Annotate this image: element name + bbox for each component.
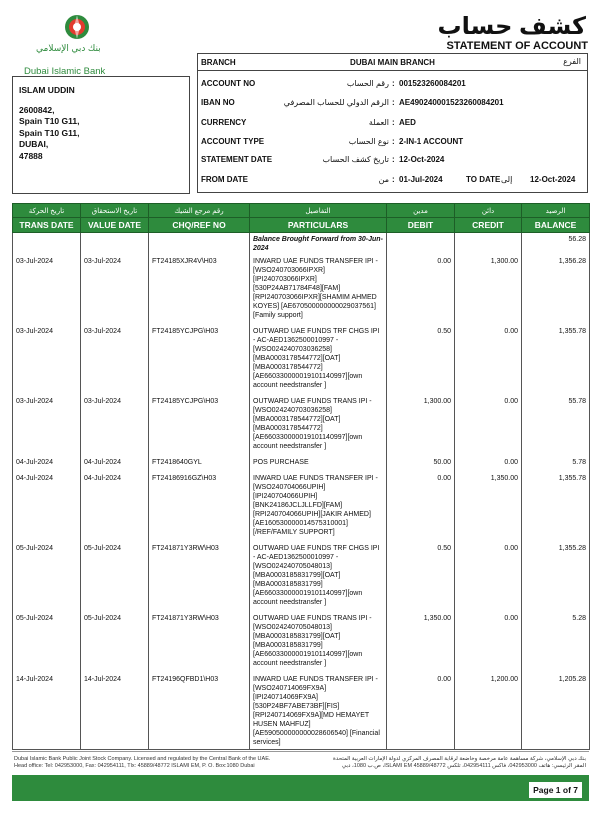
separator: : xyxy=(392,175,395,184)
account-no-value: 001523260084201 xyxy=(399,79,466,88)
bank-name-arabic: بنك دبي الإسلامي xyxy=(36,43,101,53)
value-date-cell: 14-Jul-2024 xyxy=(81,673,149,750)
footer-arabic xyxy=(333,756,586,770)
value-date-cell: 04-Jul-2024 xyxy=(81,472,149,542)
table-header-arabic xyxy=(13,204,590,218)
to-date-label: TO DATE xyxy=(466,175,501,184)
ref-no-cell: FT2418640GYL xyxy=(149,456,250,472)
table-row xyxy=(13,325,590,395)
particulars-cell: OUTWARD UAE FUNDS TRF CHGS IPI - AC-AED1362500010997 - [WSO024240703036258] [MBA0003178544772][OAT] [MBA0003178544772] [AE660330000019101140997][own account needstransfer ] xyxy=(250,325,387,395)
credit-cell: 0.00 xyxy=(455,612,522,673)
column-header-particulars: PARTICULARS xyxy=(250,218,387,233)
column-header-arabic: دائن xyxy=(455,204,522,218)
statement-title-arabic: كشف حساب xyxy=(437,13,586,40)
footer-english xyxy=(14,756,270,770)
transactions-table xyxy=(12,203,590,750)
column-header-credit: CREDIT xyxy=(455,218,522,233)
to-date-value: 12-Oct-2024 xyxy=(530,175,576,184)
ref-no-cell: FT24186916GZ\H03 xyxy=(149,472,250,542)
address-line: 47888 xyxy=(19,150,43,161)
balance-cell: 5.78 xyxy=(522,456,590,472)
currency-label-arabic: العملة xyxy=(368,118,389,127)
column-header-value-date: VALUE DATE xyxy=(81,218,149,233)
account-no-label-arabic: رقم الحساب xyxy=(346,79,389,88)
footer-line: Head office: Tel: 042953000, Fax: 042954111, Tlx: 45889/48772 ISLAMI EM, P. O. Box:1080 Dubai xyxy=(14,763,255,769)
value-date-cell: 05-Jul-2024 xyxy=(81,542,149,612)
footer-line: Dubai Islamic Bank Public Joint Stock Company. Licensed and regulated by the Central Bank of the UAE. xyxy=(14,756,271,762)
iban-row xyxy=(198,98,587,112)
particulars-cell: INWARD UAE FUNDS TRANSFER IPI - [WSO240704066UPIH] [IPI240704066UPIH] [BNK24186JCLJLLFD][FAM] [RPI240704066UPIH][JAKIR AHMED] [AE160530000014575310001] [/REF/FAMILY SUPPORT] xyxy=(250,472,387,542)
footer-divider xyxy=(12,751,589,752)
separator: : xyxy=(392,137,395,146)
particulars-cell: POS PURCHASE xyxy=(250,456,387,472)
trans-date-cell: 05-Jul-2024 xyxy=(13,612,81,673)
table-row xyxy=(13,456,590,472)
statement-title: STATEMENT OF ACCOUNT xyxy=(446,40,588,52)
branch-label-arabic: الفرع xyxy=(563,57,581,66)
account-type-row xyxy=(198,137,587,151)
account-no-row xyxy=(198,79,587,93)
address-line: Spain T10 G11, xyxy=(19,127,80,138)
credit-cell: 0.00 xyxy=(455,395,522,456)
column-header-arabic: الرصيد xyxy=(522,204,590,218)
footer-bar xyxy=(12,775,589,801)
balance-cell: 55.78 xyxy=(522,395,590,456)
table-row xyxy=(13,255,590,325)
from-date-value: 01-Jul-2024 xyxy=(399,175,443,184)
credit-cell: 1,350.00 xyxy=(455,472,522,542)
trans-date-cell: 05-Jul-2024 xyxy=(13,542,81,612)
currency-row xyxy=(198,118,587,132)
ref-no-cell: FT241871Y3RW\H03 xyxy=(149,542,250,612)
credit-cell: 0.00 xyxy=(455,456,522,472)
statement-date-row xyxy=(198,155,587,169)
brought-forward-text: Balance Brought Forward from 30-Jun-2024 xyxy=(250,233,387,256)
separator: : xyxy=(392,118,395,127)
balance-cell: 5.28 xyxy=(522,612,590,673)
balance-cell: 1,355.78 xyxy=(522,325,590,395)
column-header-balance: BALANCE xyxy=(522,218,590,233)
debit-cell: 0.50 xyxy=(387,542,455,612)
customer-address-box xyxy=(12,76,190,194)
column-header-trans-date: TRANS DATE xyxy=(13,218,81,233)
footer-line-arabic: بنك دبي الإسلامي، شركة مساهمة عامة مرخصة وخاضعة لرقابة المصرف المركزي لدولة الإمارات العربية المتحدة xyxy=(332,756,586,762)
table-row xyxy=(13,542,590,612)
page-number: Page 1 of 7 xyxy=(529,782,582,798)
separator: : xyxy=(392,98,395,107)
account-no-label: ACCOUNT NO xyxy=(201,79,256,88)
table-row xyxy=(13,612,590,673)
address-line: 2600842, xyxy=(19,104,55,115)
statement-date-label-arabic: تاريخ كشف الحساب xyxy=(322,155,389,164)
debit-cell: 0.00 xyxy=(387,255,455,325)
ref-no-cell: FT24185XJR4V\H03 xyxy=(149,255,250,325)
value-date-cell: 03-Jul-2024 xyxy=(81,255,149,325)
particulars-cell: OUTWARD UAE FUNDS TRF CHGS IPI - AC-AED1362500010997 - [WSO024240705048013] [MBA0003185831799][OAT] [MBA0003185831799] [AE660330000019101140997][own account needstransfer ] xyxy=(250,542,387,612)
iban-label-arabic: الرقم الدولي للحساب المصرفي xyxy=(283,98,389,107)
separator: : xyxy=(392,155,395,164)
trans-date-cell: 03-Jul-2024 xyxy=(13,255,81,325)
column-header-arabic: رقم مرجع الشيك xyxy=(149,204,250,218)
account-info-box xyxy=(197,53,588,193)
credit-cell: 0.00 xyxy=(455,325,522,395)
credit-cell: 0.00 xyxy=(455,542,522,612)
column-header-debit: DEBIT xyxy=(387,218,455,233)
ref-no-cell: FT24185YCJPG\H03 xyxy=(149,325,250,395)
ref-no-cell: FT24196QFBD1\H03 xyxy=(149,673,250,750)
date-range-row xyxy=(198,175,587,189)
to-date-label-arabic: إلى xyxy=(501,175,513,184)
debit-cell: 1,350.00 xyxy=(387,612,455,673)
account-type-label-arabic: نوع الحساب xyxy=(348,137,389,146)
bank-logo-icon xyxy=(64,14,90,40)
address-line: Spain T10 G11, xyxy=(19,116,80,126)
particulars-cell: INWARD UAE FUNDS TRANSFER IPI - [WSO240703066IPXR] [IPI240703066IPXR] [530P24AB71784F48][FAM] [RPI240703066IPXR][SHAMIM AHMED KOYES] [AE670500000000029037561][Family support] xyxy=(250,255,387,325)
branch-row xyxy=(198,54,587,71)
ref-no-cell: FT241871Y3RW\H03 xyxy=(149,612,250,673)
trans-date-cell: 04-Jul-2024 xyxy=(13,472,81,542)
column-header-arabic: التفاصيل xyxy=(250,204,387,218)
currency-value: AED xyxy=(399,118,416,127)
debit-cell: 0.00 xyxy=(387,472,455,542)
balance-cell: 1,355.78 xyxy=(522,472,590,542)
account-type-label: ACCOUNT TYPE xyxy=(201,137,265,146)
from-date-label-arabic: من xyxy=(378,175,389,184)
particulars-cell: OUTWARD UAE FUNDS TRANS IPI - [WSO024240705048013] [MBA0003185831799][OAT] [MBA0003185831799] [AE660330000019101140997][own account needstransfer ] xyxy=(250,612,387,673)
value-date-cell: 04-Jul-2024 xyxy=(81,456,149,472)
table-row xyxy=(13,395,590,456)
column-header-arabic: تاريخ الحركة xyxy=(13,204,81,218)
statement-date-value: 12-Oct-2024 xyxy=(399,155,445,164)
particulars-cell: INWARD UAE FUNDS TRANSFER IPI - [WSO240714069FX9A] [IPI240714069FX9A] [530P24BF7ABE73BF][FIS] [RPI240714069FX9A][MD HEMAYET HUSEN MAHFUZ] [AE590500000000028606540] [Financial services] xyxy=(250,673,387,750)
balance-cell: 1,356.28 xyxy=(522,255,590,325)
trans-date-cell: 03-Jul-2024 xyxy=(13,325,81,395)
credit-cell: 1,200.00 xyxy=(455,673,522,750)
balance-cell: 1,355.28 xyxy=(522,542,590,612)
particulars-cell: OUTWARD UAE FUNDS TRANS IPI - [WSO024240703036258] [MBA0003178544772][OAT] [MBA0003178544772] [AE660330000019101140997][own account needstransfer ] xyxy=(250,395,387,456)
debit-cell: 50.00 xyxy=(387,456,455,472)
address-line: DUBAI, xyxy=(19,139,49,149)
ref-no-cell: FT24185YCJPG\H03 xyxy=(149,395,250,456)
trans-date-cell: 04-Jul-2024 xyxy=(13,456,81,472)
from-date-label: FROM DATE xyxy=(201,175,248,184)
branch-value: DUBAI MAIN BRANCH xyxy=(350,58,435,67)
column-header-arabic: مدين xyxy=(387,204,455,218)
debit-cell: 1,300.00 xyxy=(387,395,455,456)
brought-forward-balance: 56.28 xyxy=(522,233,590,256)
customer-name: ISLAM UDDIN xyxy=(19,85,75,95)
table-row xyxy=(13,472,590,542)
statement-date-label: STATEMENT DATE xyxy=(201,155,273,164)
branch-label: BRANCH xyxy=(201,58,236,67)
column-header-ref: CHQ/REF NO xyxy=(149,218,250,233)
credit-cell: 1,300.00 xyxy=(455,255,522,325)
iban-label: IBAN NO xyxy=(201,98,235,107)
balance-cell: 1,205.28 xyxy=(522,673,590,750)
separator: : xyxy=(392,79,395,88)
bank-name-english: Dubai Islamic Bank xyxy=(24,66,106,77)
iban-value: AE490240001523260084201 xyxy=(399,98,504,107)
account-type-value: 2-IN-1 ACCOUNT xyxy=(399,137,464,146)
debit-cell: 0.00 xyxy=(387,673,455,750)
value-date-cell: 05-Jul-2024 xyxy=(81,612,149,673)
currency-label: CURRENCY xyxy=(201,118,247,127)
column-header-arabic: تاريخ الاستحقاق xyxy=(81,204,149,218)
table-header xyxy=(13,218,590,233)
value-date-cell: 03-Jul-2024 xyxy=(81,395,149,456)
brought-forward-row xyxy=(13,233,590,256)
debit-cell: 0.50 xyxy=(387,325,455,395)
trans-date-cell: 14-Jul-2024 xyxy=(13,673,81,750)
footer-line-arabic: المقر الرئيسي: هاتف 042953000، فاكس 042954111، تلكس 45889/48772 ISLAMI EM، ص.ب 1080، دبي xyxy=(341,763,586,769)
trans-date-cell: 03-Jul-2024 xyxy=(13,395,81,456)
table-row xyxy=(13,673,590,750)
value-date-cell: 03-Jul-2024 xyxy=(81,325,149,395)
